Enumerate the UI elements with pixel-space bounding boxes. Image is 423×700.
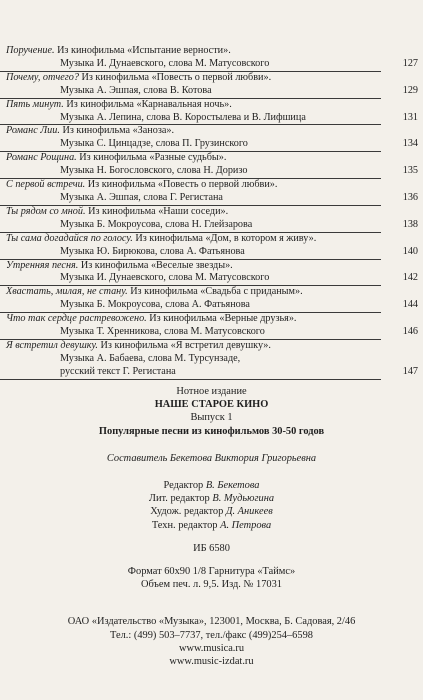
- song-credits: Музыка И. Дунаевского, слова М. Матусовского: [60, 57, 270, 69]
- song-source: Из кинофильма «Веселые звезды».: [78, 259, 233, 271]
- song-title: Романс Лии.: [6, 125, 60, 137]
- song-credits: Музыка С. Цинцадзе, слова П. Грузинского: [60, 138, 248, 150]
- song-credits: Музыка Ю. Бирюкова, слова А. Фатьянова: [60, 245, 245, 257]
- book-title: НАШЕ СТАРОЕ КИНО: [154, 399, 269, 411]
- song-title: Ты рядом со мной.: [6, 205, 86, 217]
- imprint-block: [0, 385, 423, 668]
- toc-entry: [0, 233, 423, 260]
- page-number: 127: [402, 57, 418, 69]
- toc-entry: [0, 45, 423, 72]
- page-number: 131: [402, 111, 418, 123]
- print-format: Формат 60x90 1/8 Гарнитура «Таймс»: [127, 566, 296, 578]
- song-source: Из кинофильма «Повесть о первой любви».: [85, 179, 278, 191]
- song-credits: Музыка Н. Богословского, слова Н. Доризо: [60, 165, 248, 177]
- song-source: Из кинофильма «Дом, в котором я живу».: [132, 232, 317, 244]
- page-number: 129: [402, 84, 418, 96]
- song-title: Романс Рощина.: [6, 152, 77, 164]
- book-subtitle: Популярные песни из кинофильмов 30-50 годов: [98, 425, 325, 437]
- compiler: Составитель Бекетова Виктория Григорьевна: [106, 452, 317, 464]
- song-credits: Музыка А. Лепина, слова В. Коростылева и В. Лифшица: [60, 111, 306, 123]
- page-number: 144: [402, 299, 418, 311]
- song-source: Из кинофильма «Наши соседи».: [85, 205, 229, 217]
- print-volume: Объем печ. л. 9,5. Изд. № 17031: [141, 579, 282, 591]
- website: www.music-izdat.ru: [169, 656, 254, 668]
- page-number: 147: [402, 365, 418, 377]
- toc-entry: [0, 260, 423, 287]
- toc-entry: [0, 313, 423, 340]
- page-number: 146: [402, 326, 418, 338]
- editor-line: Лит. редактор В. Мудьюгина: [148, 493, 275, 505]
- song-source: Из кинофильма «Разные судьбы».: [76, 152, 227, 164]
- page-number: 135: [402, 165, 418, 177]
- toc-entry: [0, 152, 423, 179]
- song-title: Почему, отчего?: [6, 71, 79, 83]
- song-title: Утренняя песня.: [6, 259, 79, 271]
- editor-line: Худож. редактор Д. Аникеев: [150, 506, 273, 518]
- song-title: Что так сердце растревожено.: [6, 313, 147, 325]
- ib-number: ИБ 6580: [193, 542, 230, 554]
- page-number: 142: [402, 272, 418, 284]
- song-credits: Музыка И. Дунаевского, слова М. Матусовского: [60, 272, 270, 284]
- toc-entry: [0, 286, 423, 313]
- song-title: Я встретил девушку.: [6, 339, 98, 351]
- song-source: Из кинофильма «Заноза».: [59, 125, 175, 137]
- toc-entry: [0, 206, 423, 233]
- toc-entry: [0, 72, 423, 99]
- song-credits: Музыка А. Бабаева, слова М. Турсунзаде,: [60, 352, 241, 364]
- song-title: Хвастать, милая, не стану.: [6, 286, 128, 298]
- website: www.musica.ru: [178, 642, 245, 654]
- song-source: Из кинофильма «Свадьба с приданым».: [127, 286, 303, 298]
- table-of-contents: [0, 45, 423, 380]
- publisher-phone: Тел.: (499) 503–7737, тел./факс (499)254–6598: [110, 629, 313, 641]
- song-credits: Музыка А. Эшпая, слова В. Котова: [60, 84, 212, 96]
- song-title: Ты сама догадайся по голосу.: [6, 232, 133, 244]
- song-source: Из кинофильма «Верные друзья».: [146, 313, 297, 325]
- toc-entry: [0, 125, 423, 152]
- song-title: Поручение.: [6, 45, 55, 56]
- song-source: Из кинофильма «Я встретил девушку».: [97, 339, 271, 351]
- toc-entry: [0, 340, 423, 380]
- publisher-address: ОАО «Издательство «Музыка», 123001, Москва, Б. Садовая, 2/46: [67, 616, 356, 628]
- song-source: Из кинофильма «Испытание верности».: [54, 45, 231, 56]
- editor-line: Редактор В. Бекетова: [163, 480, 260, 492]
- page-number: 140: [402, 245, 418, 257]
- page-number: 134: [402, 138, 418, 150]
- page-number: 136: [402, 191, 418, 203]
- issue-number: Выпуск 1: [190, 412, 233, 424]
- editor-line: Техн. редактор А. Петрова: [151, 519, 272, 531]
- song-credits-continued: русский текст Г. Регистана: [60, 365, 176, 377]
- toc-entry: [0, 99, 423, 126]
- edition-type: Нотное издание: [176, 386, 247, 397]
- song-source: Из кинофильма «Карнавальная ночь».: [63, 98, 232, 110]
- toc-entry: [0, 179, 423, 206]
- song-credits: Музыка Б. Мокроусова, слова Н. Глейзарова: [60, 218, 253, 230]
- song-credits: Музыка Т. Хренникова, слова М. Матусовского: [60, 326, 265, 338]
- page-number: 138: [402, 218, 418, 230]
- song-credits: Музыка А. Эшпая, слова Г. Регистана: [60, 191, 223, 203]
- song-title: С первой встречи.: [6, 179, 86, 191]
- song-title: Пять минут.: [6, 98, 64, 110]
- song-source: Из кинофильма «Повесть о первой любви».: [78, 71, 272, 83]
- song-credits: Музыка Б. Мокроусова, слова А. Фатьянова: [60, 299, 250, 311]
